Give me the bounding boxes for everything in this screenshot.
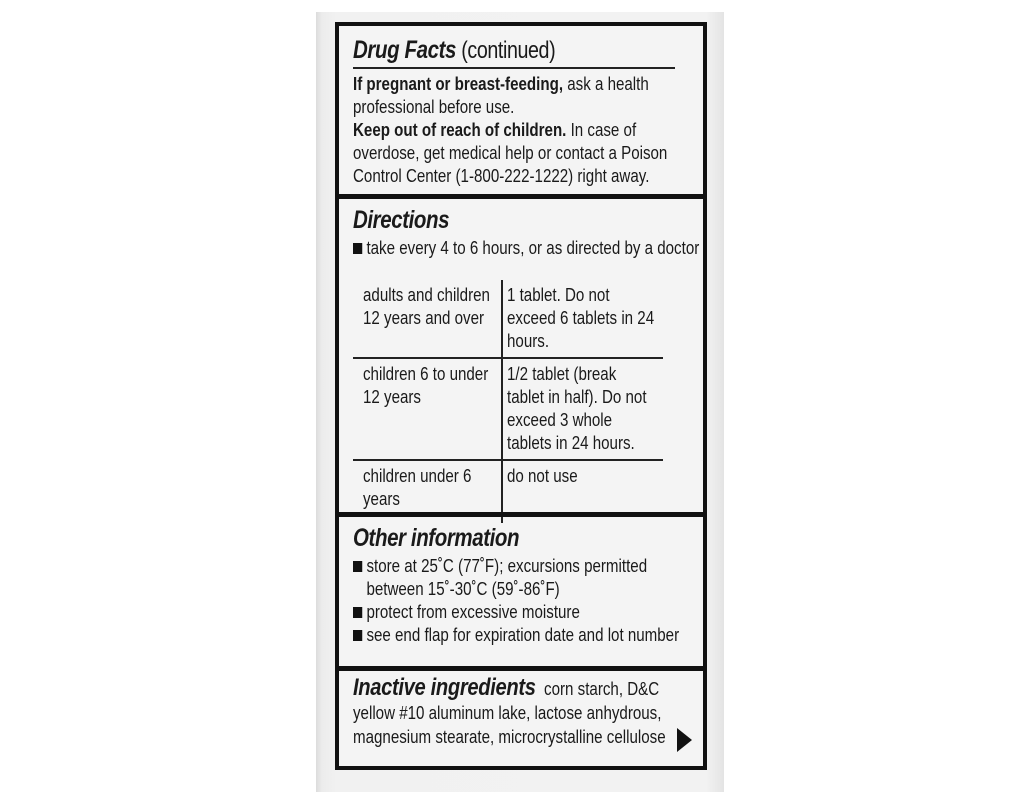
age-cell [353, 280, 502, 358]
dose-cell [502, 358, 663, 460]
dosage-table [353, 280, 663, 523]
table-row [353, 358, 663, 460]
age-cell [353, 358, 502, 460]
directions-section [339, 206, 703, 260]
children-warning-text: In case of overdose, get medical help or contact a Poison Control Center (1-800-222-1222) right away. [353, 120, 668, 186]
header-rule [353, 67, 675, 69]
bullet-square-icon [353, 243, 362, 254]
inactive-ingredients-text: corn starch, D&C yellow #10 aluminum lake, lactose anhydrous, magnesium stearate, microcrystalline cellulose [353, 679, 666, 747]
drug-facts-header [353, 36, 629, 65]
play-arrow-icon [677, 728, 692, 752]
inactive-ingredients-section [339, 676, 703, 749]
other-info-item-text: store at 25˚C (77˚F); excursions permitted between 15˚-30˚C (59˚-86˚F) [366, 556, 648, 599]
age-text: children under 6 years [363, 466, 472, 509]
pregnancy-warning [353, 73, 689, 119]
warnings-section [339, 36, 703, 188]
dose-text: 1/2 tablet (break tablet in half). Do not exceed 3 whole tablets in 24 hours. [507, 364, 647, 453]
drug-facts-panel [335, 22, 707, 770]
inactive-ingredients-title: Inactive ingredients [353, 674, 536, 701]
bullet-square-icon [353, 630, 362, 641]
age-text: children 6 to under 12 years [363, 364, 489, 407]
directions-bullet-text: take every 4 to 6 hours, or as directed by a doctor [366, 238, 700, 258]
dose-cell [502, 280, 663, 358]
table-row [353, 280, 663, 358]
section-divider [339, 194, 703, 199]
other-info-item-text: see end flap for expiration date and lot number [366, 625, 680, 645]
section-divider [339, 666, 703, 671]
section-divider [339, 512, 703, 517]
age-text: adults and children 12 years and over [363, 285, 490, 328]
inactive-ingredients [353, 676, 689, 749]
other-info-item [353, 555, 702, 601]
drug-facts-title: Drug Facts [353, 36, 456, 64]
other-information-section [339, 524, 703, 647]
other-info-item-text: protect from excessive moisture [366, 602, 580, 622]
dose-text: do not use [507, 466, 578, 486]
bullet-square-icon [353, 561, 362, 572]
bullet-square-icon [353, 607, 362, 618]
other-information-title: Other information [353, 524, 520, 552]
other-info-item [353, 624, 702, 647]
directions-bullet [353, 237, 702, 260]
children-warning [353, 119, 689, 188]
other-info-item [353, 601, 702, 624]
pregnancy-warning-text: ask a health professional before use. [353, 74, 649, 117]
drug-facts-continued: (continued) [461, 37, 556, 64]
directions-title: Directions [353, 206, 450, 234]
pregnancy-warning-bold: If pregnant or breast-feeding, [353, 74, 564, 94]
children-warning-bold: Keep out of reach of children. [353, 120, 567, 140]
dose-text: 1 tablet. Do not exceed 6 tablets in 24 hours. [507, 285, 655, 351]
